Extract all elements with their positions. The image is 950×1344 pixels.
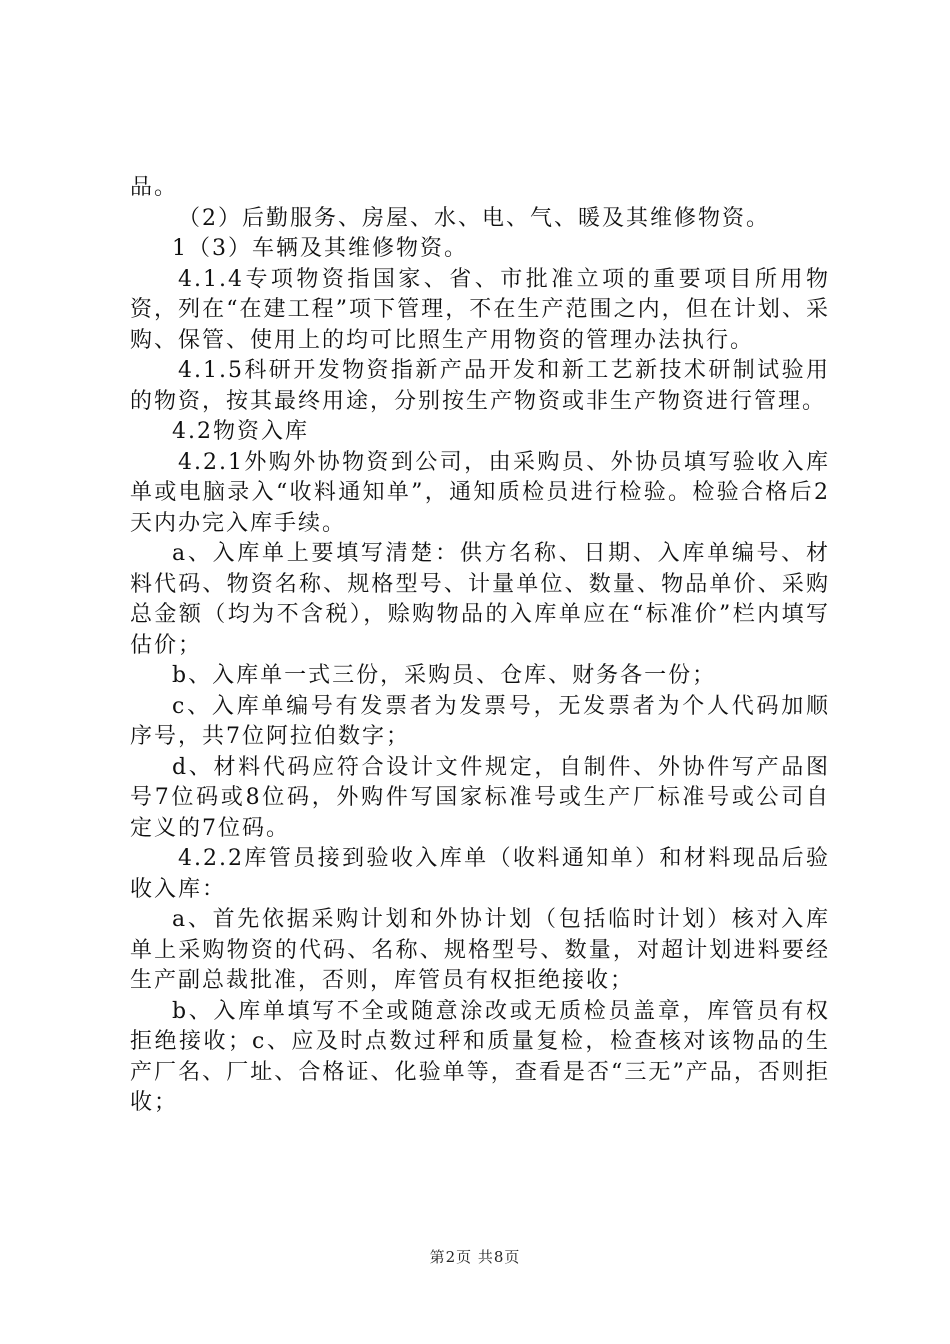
section-heading: 4.2物资入库 <box>172 419 309 444</box>
paragraph: 4.2.1外购外协物资到公司，由采购员、外协员填写验收入库单或电脑录入“收料通知单”，通知质检员进行检验。检验合格后2天内办完入库手续。 <box>130 449 830 536</box>
paragraph: d、材料代码应符合设计文件规定，自制件、外协件写产品图号7位码或8位码，外购件写国家标准号或生产厂标准号或公司自定义的7位码。 <box>130 754 830 841</box>
paragraph: 4.1.4专项物资指国家、省、市批准立项的重要项目所用物资，列在“在建工程”项下管理，不在生产范围之内，但在计划、采购、保管、使用上的均可比照生产用物资的管理办法执行。 <box>130 266 830 353</box>
page-footer: 第2页 共8页 <box>429 1248 521 1266</box>
document-body <box>130 173 830 1119</box>
paragraph: （2）后勤服务、房屋、水、电、气、暖及其维修物资。 <box>178 205 770 231</box>
paragraph: 品。 <box>130 175 179 200</box>
paragraph: 1（3）车辆及其维修物资。 <box>172 236 468 261</box>
paragraph: c、入库单编号有发票者为发票号，无发票者为个人代码加顺序号，共7位阿拉伯数字； <box>130 693 830 749</box>
paragraph: a、首先依据采购计划和外协计划（包括临时计划）核对入库单上采购物资的代码、名称、规格型号、数量，对超计划进料要经生产副总裁批准，否则，库管员有权拒绝接收； <box>130 907 830 993</box>
paragraph: b、入库单填写不全或随意涂改或无质检员盖章，库管员有权拒绝接收；c、应及时点数过秤和质量复检，检查核对该物品的生产厂名、厂址、合格证、化验单等，查看是否“三无”产品，否则拒收； <box>130 998 830 1115</box>
paragraph: a、入库单上要填写清楚：供方名称、日期、入库单编号、材料代码、物资名称、规格型号、计量单位、数量、物品单价、采购总金额（均为不含税），赊购物品的入库单应在“标准价”栏内填写估价； <box>130 541 830 658</box>
paragraph: 4.2.2库管员接到验收入库单（收料通知单）和材料现品后验收入库： <box>130 846 830 902</box>
paragraph: 4.1.5科研开发物资指新产品开发和新工艺新技术研制试验用的物资，按其最终用途，分别按生产物资或非生产物资进行管理。 <box>130 358 830 414</box>
paragraph: b、入库单一式三份，采购员、仓库、财务各一份； <box>172 663 717 688</box>
